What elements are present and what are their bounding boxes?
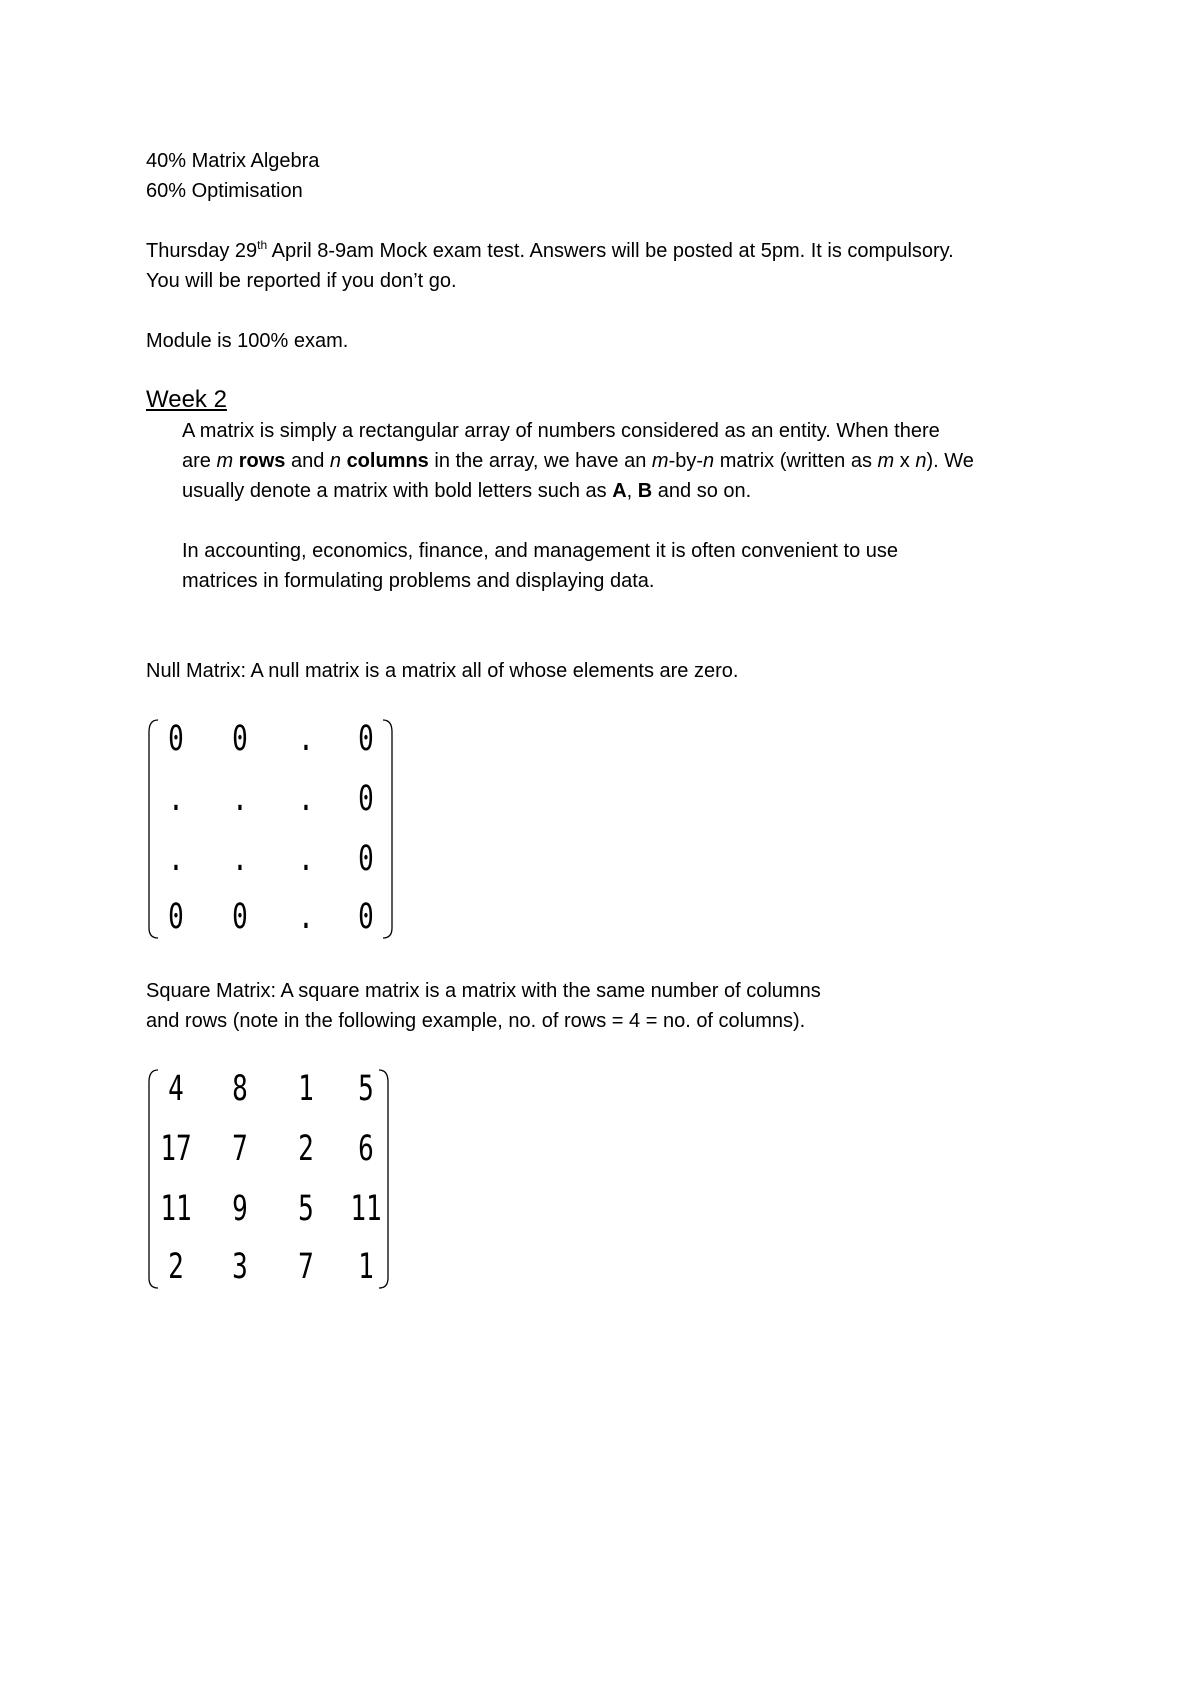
null-matrix-cell: 0: [232, 718, 248, 760]
square-matrix-cell: 5: [298, 1188, 314, 1230]
null-matrix-cell: .: [298, 778, 314, 820]
square-matrix: [148, 1066, 408, 1296]
null-matrix-cell: .: [168, 778, 184, 820]
mock-exam-announcement: Thursday 29th April 8-9am Mock exam test. Answers will be posted at 5pm. It is compulsory.: [146, 238, 954, 262]
null-matrix-cell: 0: [358, 778, 374, 820]
null-matrix-cell: 0: [168, 896, 184, 938]
square-matrix-cell: 6: [358, 1128, 374, 1170]
week-heading: Week 2: [146, 386, 227, 413]
matrices-usage-line2: matrices in formulating problems and displaying data.: [182, 570, 655, 592]
square-matrix-cell: 1: [298, 1068, 314, 1110]
matrix-definition-line1: A matrix is simply a rectangular array of numbers considered as an entity. When there: [182, 420, 940, 442]
null-matrix-cell: 0: [358, 838, 374, 880]
matrix-definition-line3: usually denote a matrix with bold letters such as A, B and so on.: [182, 480, 752, 502]
matrix-definition-line2: are m rows and n columns in the array, we have an m-by-n matrix (written as m x n). We: [182, 450, 974, 472]
square-matrix-cell: 3: [232, 1246, 248, 1288]
null-matrix-figure: [148, 716, 408, 946]
square-matrix-description-line1: Square Matrix: A square matrix is a matrix with the same number of columns: [146, 980, 821, 1002]
null-matrix-cell: .: [298, 838, 314, 880]
null-matrix-cell: .: [232, 778, 248, 820]
null-matrix-right-bracket: [383, 720, 392, 938]
square-matrix-cell: 1: [358, 1246, 374, 1288]
square-matrix-cell: 5: [358, 1068, 374, 1110]
null-matrix-description: Null Matrix: A null matrix is a matrix all of whose elements are zero.: [146, 660, 739, 682]
square-matrix-cell: 4: [168, 1068, 184, 1110]
square-matrix-left-bracket: [149, 1070, 158, 1288]
weighting-matrix-algebra: 40% Matrix Algebra: [146, 150, 320, 172]
square-matrix-cell: 7: [232, 1128, 248, 1170]
square-matrix-cell: 9: [232, 1188, 248, 1230]
null-matrix: [148, 716, 408, 946]
mock-exam-warning: You will be reported if you don’t go.: [146, 270, 457, 292]
square-matrix-cell: 2: [298, 1128, 314, 1170]
square-matrix-description-line2: and rows (note in the following example, no. of rows = 4 = no. of columns).: [146, 1010, 806, 1032]
null-matrix-cell: .: [232, 838, 248, 880]
weighting-optimisation: 60% Optimisation: [146, 180, 303, 202]
square-matrix-figure: [148, 1066, 408, 1296]
null-matrix-cell: 0: [358, 718, 374, 760]
null-matrix-cell: .: [168, 838, 184, 880]
square-matrix-cell: 7: [298, 1246, 314, 1288]
null-matrix-left-bracket: [149, 720, 158, 938]
module-note: Module is 100% exam.: [146, 330, 349, 352]
square-matrix-cell: 11: [160, 1188, 192, 1230]
null-matrix-cell: 0: [358, 896, 374, 938]
null-matrix-cell: 0: [232, 896, 248, 938]
square-matrix-cell: 11: [350, 1188, 382, 1230]
null-matrix-cell: .: [298, 896, 314, 938]
matrices-usage-line1: In accounting, economics, finance, and management it is often convenient to use: [182, 540, 898, 562]
square-matrix-right-bracket: [379, 1070, 388, 1288]
square-matrix-cell: 17: [160, 1128, 192, 1170]
null-matrix-cell: 0: [168, 718, 184, 760]
null-matrix-cell: .: [298, 718, 314, 760]
square-matrix-cell: 8: [232, 1068, 248, 1110]
square-matrix-cell: 2: [168, 1246, 184, 1288]
